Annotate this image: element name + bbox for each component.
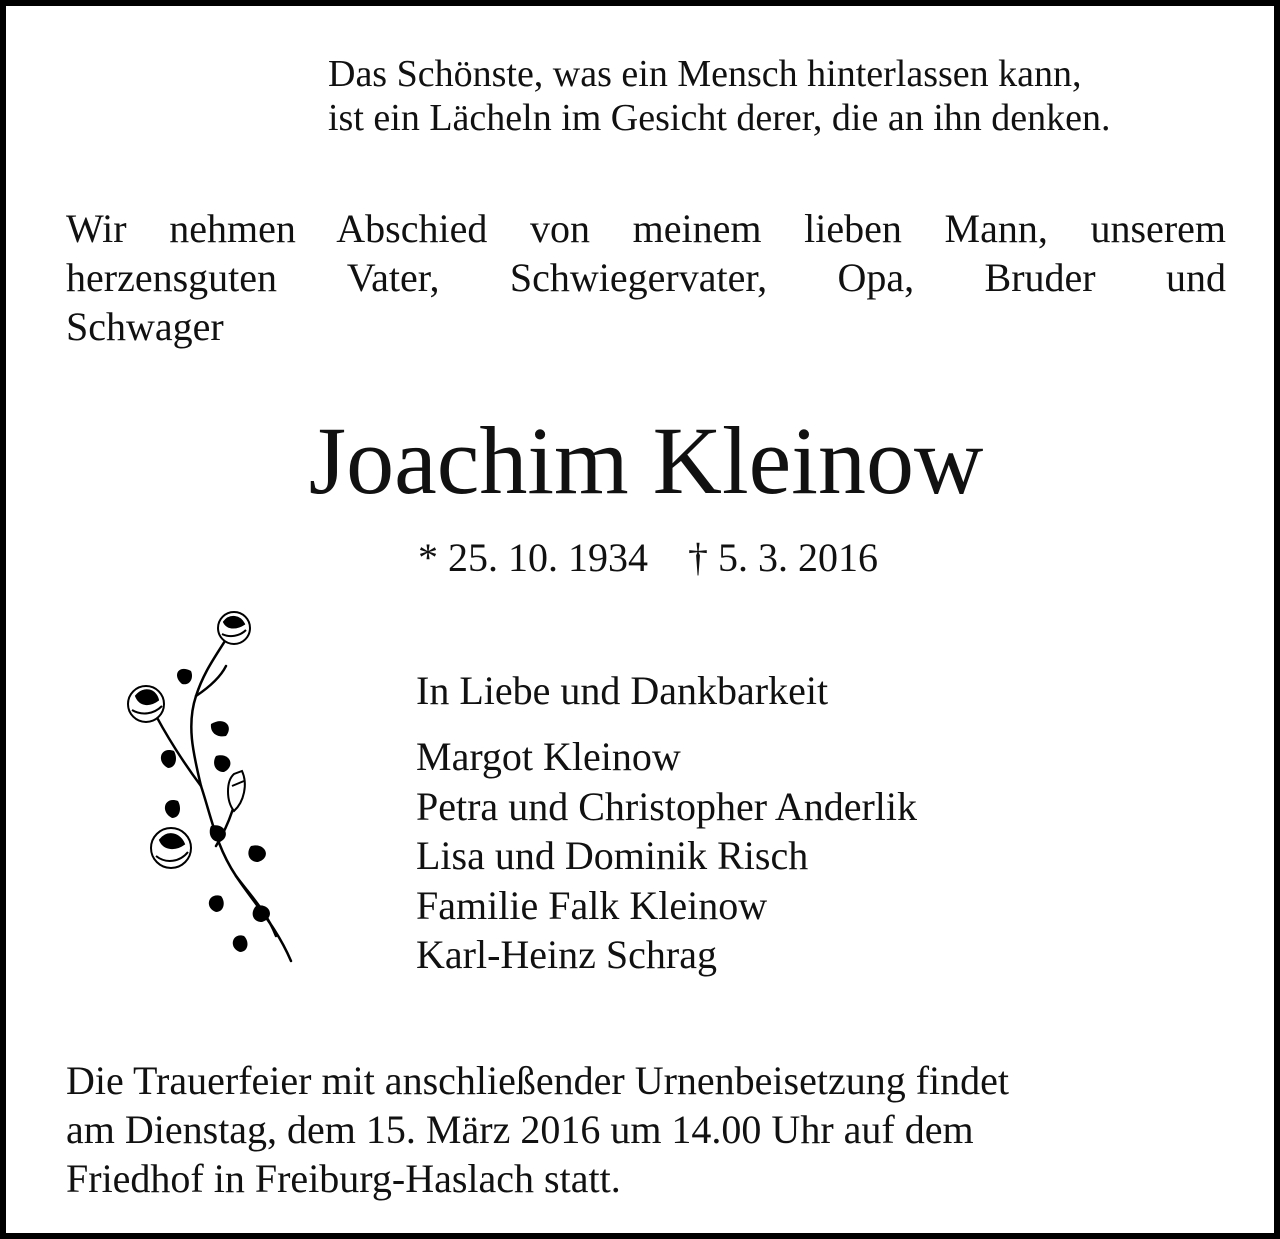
death-date: † 5. 3. 2016 <box>688 535 878 580</box>
mourner-name: Familie Falk Kleinow <box>416 882 768 928</box>
birth-date: * 25. 10. 1934 <box>418 535 648 580</box>
ceremony-info <box>66 1056 1236 1203</box>
motto-line-1: Das Schönste, was ein Mensch hinterlassen kann, <box>328 53 1082 95</box>
motto-quote <box>328 52 1228 140</box>
deceased-name: Joachim Kleinow <box>308 407 984 514</box>
ceremony-line-3: Friedhof in Freiburg-Haslach statt. <box>66 1156 621 1201</box>
mourners-list <box>416 732 1196 980</box>
life-dates <box>6 534 1280 582</box>
intro-line-1: Wir nehmen Abschied von meinem lieben Mann, unserem <box>66 206 1226 251</box>
mourner-name: Lisa und Dominik Risch <box>416 833 809 878</box>
ceremony-line-2: am Dienstag, dem 15. März 2016 um 14.00 Uhr auf dem <box>66 1107 974 1152</box>
rose-branch-icon <box>116 606 316 976</box>
thanks-line: In Liebe und Dankbarkeit <box>416 668 829 713</box>
mourner-name: Karl-Heinz Schrag <box>416 932 717 977</box>
intro-line-3: Schwager <box>66 304 224 349</box>
motto-line-2: ist ein Lächeln im Gesicht derer, die an ihn denken. <box>328 97 1111 139</box>
intro-line-2: herzensguten Vater, Schwiegervater, Opa, Bruder und <box>66 255 1226 300</box>
ceremony-line-1: Die Trauerfeier mit anschließender Urnenbeisetzung findet <box>66 1058 1010 1103</box>
mourner-name: Petra und Christopher Anderlik <box>416 783 918 829</box>
mourner-name: Margot Kleinow <box>416 734 681 779</box>
farewell-intro <box>66 204 1226 351</box>
